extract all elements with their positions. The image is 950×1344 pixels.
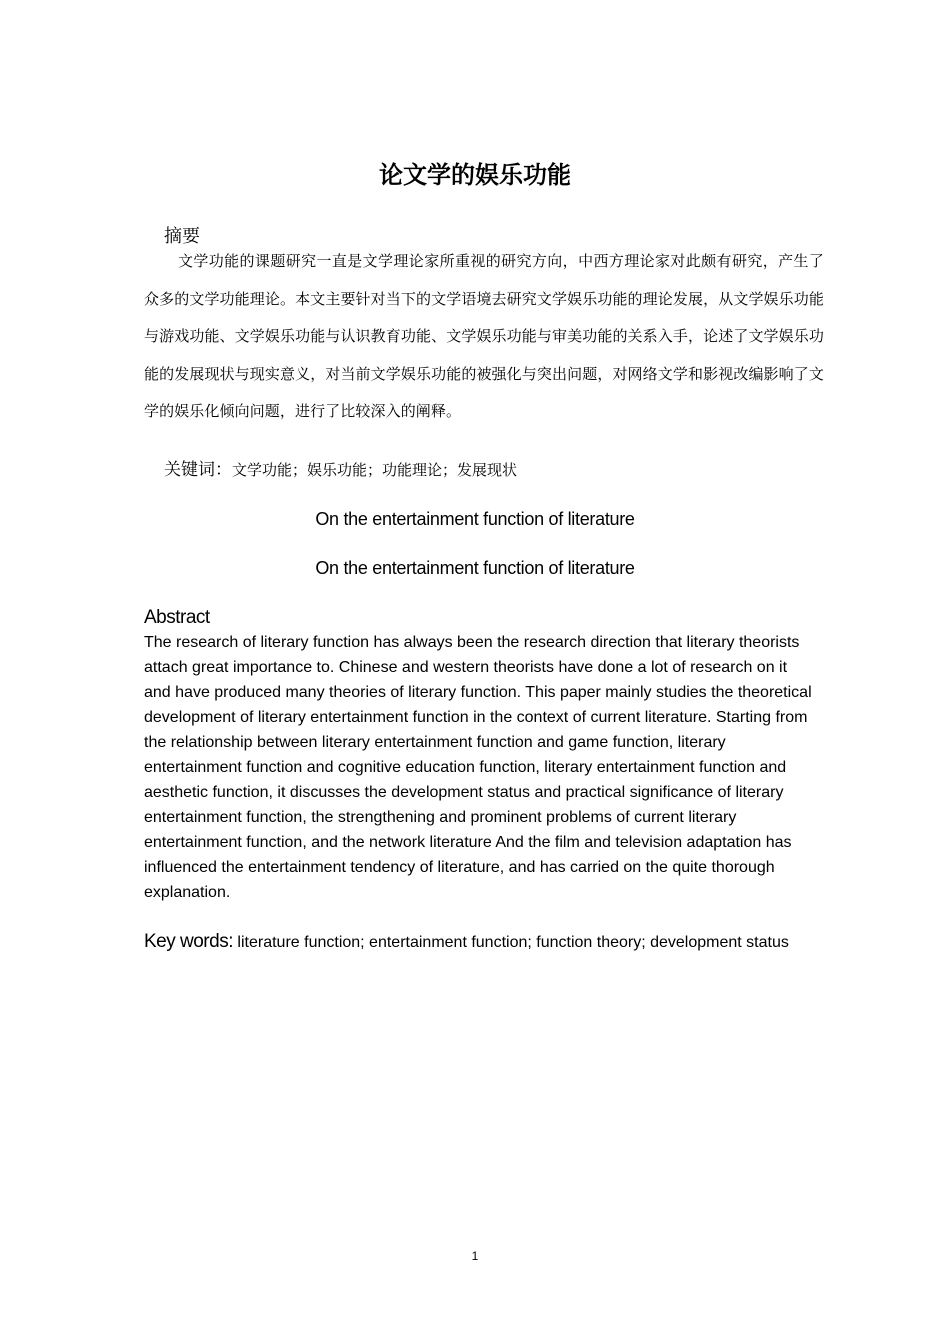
abstract-body-cn: 文学功能的课题研究一直是文学理论家所重视的研究方向，中西方理论家对此颇有研究，产生了众多的文学功能理论。本文主要针对当下的文学语境去研究文学娱乐功能的理论发展，从文学娱乐功能与游戏功能、文学娱乐功能与认识教育功能、文学娱乐功能与审美功能的关系入手，论述了文学娱乐功能的发展现状与现实意义，对当前文学娱乐功能的被强化与突出问题，对网络文学和影视改编影响了文学的娱乐化倾向问题，进行了比较深入的阐释。 <box>144 252 824 420</box>
english-title: On the entertainment function of literature <box>315 509 635 529</box>
english-title-repeat: On the entertainment function of literature <box>315 558 635 578</box>
abstract-body-en: The research of literary function has always been the research direction that literary theorists attach great importance to. Chinese and western theorists have done a lot of research on it and have produced many theories of literary function. This paper mainly studies the theoretical development of literary entertainment function in the context of current literature. Starting from the relationship between literary entertainment function and game function, literary entertainment function and cognitive education function, literary entertainment function and aesthetic function, it discusses the development status and practical significance of literary entertainment function, the strengthening and prominent problems of current literary entertainment function, and the network literature And the film and television adaptation has influenced the entertainment tendency of literature, and has carried on the quite thorough explanation. <box>144 634 812 901</box>
keywords-value-cn: 文学功能；娱乐功能；功能理论；发展现状 <box>232 461 518 479</box>
keywords-cn <box>164 457 824 483</box>
keywords-en <box>144 929 804 955</box>
page-title: 论文学的娱乐功能 <box>379 161 571 189</box>
keywords-value-en: literature function; entertainment function; function theory; development status <box>232 934 789 951</box>
abstract-heading-cn: 摘要 <box>164 226 200 247</box>
keywords-label-cn: 关键词： <box>164 460 232 480</box>
abstract-heading-en: Abstract <box>144 607 210 628</box>
keywords-label-en: Key words: <box>144 931 233 952</box>
page-number: 1 <box>471 1249 479 1263</box>
